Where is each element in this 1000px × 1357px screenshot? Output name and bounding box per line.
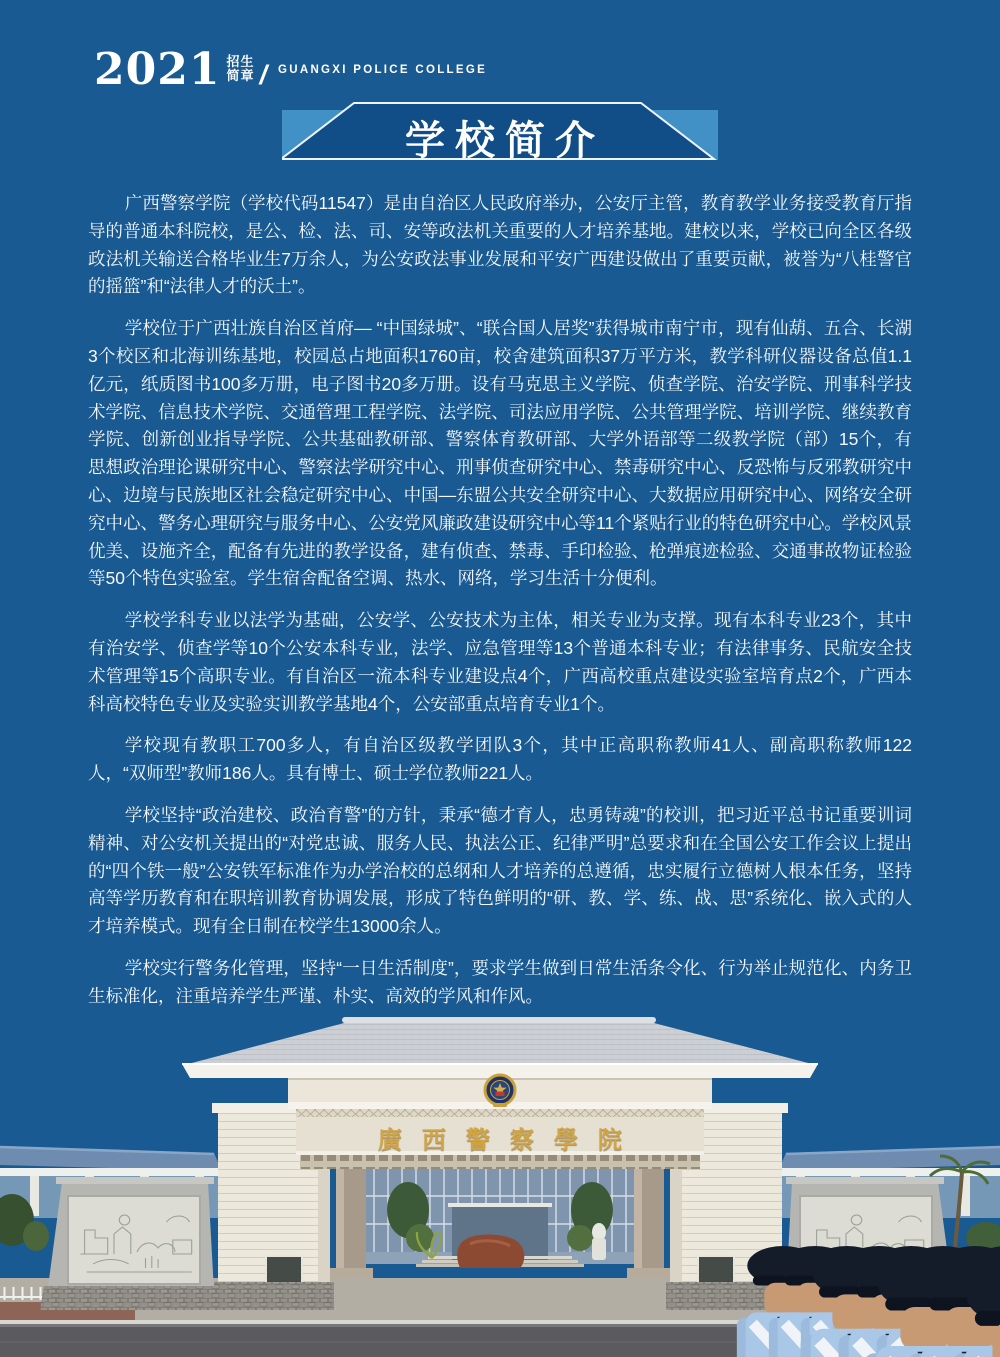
header-brand [94,44,488,95]
gate-sign-text: 廣西警察學院 [378,1125,642,1154]
section-title: 学校简介 [405,117,605,164]
paragraph-1: 广西警察学院（学校代码11547）是由自治区人民政府举办，公安厅主管，教育教学业务接受教育厅指导的普通本科院校，是公、检、法、司、安等政法机关重要的人才培养基地。建校以来，学校已向全区各级政法机关输送合格毕业生7万余人，为公安政法事业发展和平安广西建设做出了重要贡献，被誉为“八桂警官的摇篮”和“法律人才的沃土”。 [88,193,912,297]
brochure-label-top: 招生 [226,54,255,69]
year-label: 2021 [94,44,221,95]
brochure-label [226,55,254,83]
paragraph-6: 学校实行警务化管理，坚持“一日生活制度”，要求学生做到日常生活条令化、行为举止规范化、内务卫生标准化，注重培养学生严谨、朴实、高效的学风和作风。 [88,957,912,1006]
police-badge-icon [485,1075,515,1107]
campus-gate-photo [0,1010,1000,1357]
paragraph-3: 学校学科专业以法学为基础，公安学、公安技术为主体，相关专业为支撑。现有本科专业23个，其中有治安学、侦查学等10个公安本科专业，法学、应急管理等13个普通本科专业；有法律事务、民航安全技术管理等15个高职专业。有自治区一流本科专业建设点4个，广西高校重点建设实验室培育点2个，广西本科高校特色专业及实验实训教学基地4个，公安部重点培育专业1个。 [88,610,912,714]
slash-divider: / [259,60,267,90]
section-banner [282,98,718,162]
cadets-formation [737,1246,1000,1357]
school-intro-text [88,190,912,1025]
paragraph-5: 学校坚持“政治建校、政治育警”的方针，秉承“德才育人，忠勇铸魂”的校训，把习近平总书记重要训词精神、对公安机关提出的“对党忠诚、服务人民、执法公正、纪律严明”总要求和在全国公安工作会议上提出的“四个铁一般”公安铁军标准作为办学治校的总纲和人才培养的总遵循，忠实履行立德树人根本任务，坚持高等学历教育和在职培训教育协调发展，形成了特色鲜明的“研、教、学、练、战、思”系统化、嵌入式的人才培养模式。现有全日制在校学生13000余人。 [88,804,912,937]
gate-scene [0,1010,1000,1357]
white-statue [592,1223,606,1260]
paragraph-2: 学校位于广西壮族自治区首府— “中国绿城”、“联合国人居奖”获得城市南宁市，现有仙葫、五合、长湖3个校区和北海训练基地，校园总占地面积1760亩，校舍建筑面积37万平方米，教学科研仪器设备总值1.1亿元，纸质图书100多万册，电子图书20多万册。设有马克思主义学院、侦查学院、治安学院、刑事科学技术学院、信息技术学院、交通管理工程学院、法学院、司法应用学院、公共管理学院、培训学院、继续教育学院、创新创业指导学院、公共基础教研部、警察体育教研部、大学外语部等二级教学院（部）15个，有思想政治理论课研究中心、警察法学研究中心、刑事侦查研究中心、禁毒研究中心、反恐怖与反邪教研究中心、边境与民族地区社会稳定研究中心、中国—东盟公共安全研究中心、大数据应用研究中心、网络安全研究中心、警务心理研究与服务中心、公安党风廉政建设研究中心等11个紧贴行业的特色研究中心。学校风景优美、设施齐全，配备有先进的教学设备，建有侦查、禁毒、手印检验、枪弹痕迹检验、交通事故物证检验等50个特色实验室。学生宿舍配备空调、热水、网络，学习生活十分便利。 [88,318,912,589]
paragraph-4: 学校现有教职工700多人，有自治区级教学团队3个，其中正高职称教师41人、副高职称教师122人，“双师型”教师186人。具有博士、硕士学位教师221人。 [88,735,912,784]
gate-roof [182,1017,818,1078]
college-name-en: GUANGXI POLICE COLLEGE [278,64,488,76]
mural-pylon-left [40,1177,220,1310]
brochure-label-bottom: 简章 [226,68,255,83]
